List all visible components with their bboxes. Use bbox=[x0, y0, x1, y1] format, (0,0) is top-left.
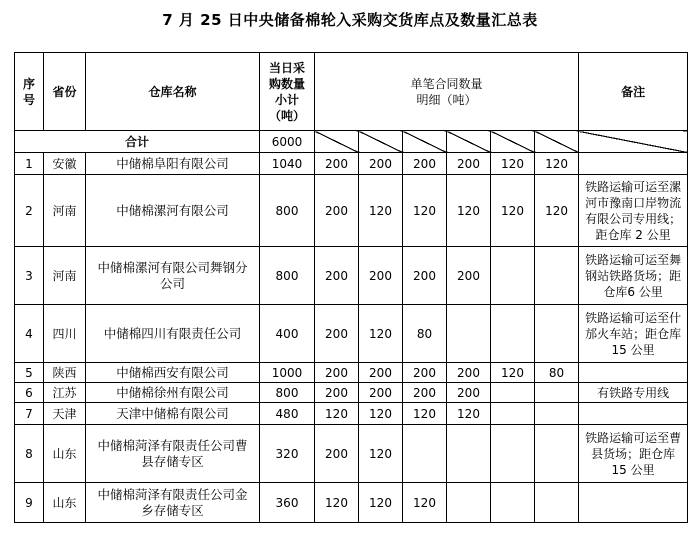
row-contract-2: 120 bbox=[359, 175, 403, 247]
row-warehouse: 天津中储棉有限公司 bbox=[86, 403, 260, 425]
header-contract-detail: 单笔合同数量明细（吨） bbox=[315, 53, 579, 131]
row-contract-3 bbox=[403, 425, 447, 483]
row-remark: 铁路运输可运至什邡火车站；距仓库 15 公里 bbox=[579, 305, 688, 363]
row-warehouse: 中储棉菏泽有限责任公司曹县存储专区 bbox=[86, 425, 260, 483]
row-total: 1000 bbox=[260, 363, 315, 383]
row-contract-3: 120 bbox=[403, 483, 447, 523]
row-total: 800 bbox=[260, 175, 315, 247]
row-remark: 铁路运输可运至曹县货场；距仓库 15 公里 bbox=[579, 425, 688, 483]
header-seq: 序号 bbox=[15, 53, 44, 131]
row-province: 河南 bbox=[44, 247, 86, 305]
row-contract-3: 200 bbox=[403, 153, 447, 175]
row-contract-1: 200 bbox=[315, 175, 359, 247]
row-contract-1: 200 bbox=[315, 363, 359, 383]
row-remark: 铁路运输可运至舞钢站铁路货场；距仓库6 公里 bbox=[579, 247, 688, 305]
table-row bbox=[15, 383, 688, 403]
diagonal-cell bbox=[447, 131, 491, 153]
diagonal-cell bbox=[403, 131, 447, 153]
row-contract-6: 120 bbox=[535, 153, 579, 175]
row-contract-2: 120 bbox=[359, 403, 403, 425]
row-province: 四川 bbox=[44, 305, 86, 363]
row-contract-2: 200 bbox=[359, 153, 403, 175]
row-contract-2: 200 bbox=[359, 247, 403, 305]
row-contract-5 bbox=[491, 247, 535, 305]
diagonal-cell bbox=[315, 131, 359, 153]
row-seq: 7 bbox=[15, 403, 44, 425]
total-value: 6000 bbox=[260, 131, 315, 153]
row-contract-3: 200 bbox=[403, 383, 447, 403]
diagonal-cell bbox=[579, 131, 688, 153]
row-contract-4 bbox=[447, 425, 491, 483]
row-contract-3: 120 bbox=[403, 175, 447, 247]
row-contract-2: 120 bbox=[359, 483, 403, 523]
header-daily-total: 当日采购数量小计（吨） bbox=[260, 53, 315, 131]
row-seq: 3 bbox=[15, 247, 44, 305]
table-row bbox=[15, 247, 688, 305]
row-contract-4: 120 bbox=[447, 175, 491, 247]
row-contract-1: 200 bbox=[315, 305, 359, 363]
table-row bbox=[15, 483, 688, 523]
header-row bbox=[15, 53, 688, 131]
total-row bbox=[15, 131, 688, 153]
row-contract-5: 120 bbox=[491, 153, 535, 175]
total-label: 合计 bbox=[15, 131, 260, 153]
row-province: 山东 bbox=[44, 425, 86, 483]
row-contract-6 bbox=[535, 483, 579, 523]
summary-table bbox=[14, 52, 688, 523]
table-row bbox=[15, 403, 688, 425]
row-contract-1: 120 bbox=[315, 483, 359, 523]
row-province: 江苏 bbox=[44, 383, 86, 403]
row-remark bbox=[579, 403, 688, 425]
row-contract-5 bbox=[491, 403, 535, 425]
row-contract-4: 200 bbox=[447, 383, 491, 403]
row-total: 400 bbox=[260, 305, 315, 363]
row-contract-3: 120 bbox=[403, 403, 447, 425]
row-contract-6 bbox=[535, 425, 579, 483]
diagonal-cell bbox=[491, 131, 535, 153]
row-contract-4: 200 bbox=[447, 153, 491, 175]
row-contract-4 bbox=[447, 305, 491, 363]
row-warehouse: 中储棉菏泽有限责任公司金乡存储专区 bbox=[86, 483, 260, 523]
row-contract-3: 200 bbox=[403, 247, 447, 305]
row-remark: 有铁路专用线 bbox=[579, 383, 688, 403]
row-total: 800 bbox=[260, 383, 315, 403]
diagonal-cell bbox=[535, 131, 579, 153]
row-contract-4: 120 bbox=[447, 403, 491, 425]
row-contract-6 bbox=[535, 403, 579, 425]
row-warehouse: 中储棉漯河有限公司舞钢分公司 bbox=[86, 247, 260, 305]
row-remark bbox=[579, 363, 688, 383]
row-contract-5 bbox=[491, 425, 535, 483]
table-row bbox=[15, 425, 688, 483]
row-contract-2: 200 bbox=[359, 383, 403, 403]
row-contract-1: 200 bbox=[315, 425, 359, 483]
row-province: 天津 bbox=[44, 403, 86, 425]
table-row bbox=[15, 305, 688, 363]
row-contract-5: 120 bbox=[491, 363, 535, 383]
row-contract-2: 200 bbox=[359, 363, 403, 383]
row-contract-4: 200 bbox=[447, 363, 491, 383]
row-total: 800 bbox=[260, 247, 315, 305]
row-seq: 6 bbox=[15, 383, 44, 403]
row-contract-1: 200 bbox=[315, 383, 359, 403]
row-warehouse: 中储棉西安有限公司 bbox=[86, 363, 260, 383]
row-remark bbox=[579, 483, 688, 523]
row-contract-6 bbox=[535, 247, 579, 305]
row-warehouse: 中储棉徐州有限公司 bbox=[86, 383, 260, 403]
row-province: 河南 bbox=[44, 175, 86, 247]
row-total: 480 bbox=[260, 403, 315, 425]
row-contract-5 bbox=[491, 483, 535, 523]
row-total: 1040 bbox=[260, 153, 315, 175]
row-seq: 2 bbox=[15, 175, 44, 247]
row-contract-5 bbox=[491, 383, 535, 403]
row-contract-2: 120 bbox=[359, 305, 403, 363]
header-warehouse: 仓库名称 bbox=[86, 53, 260, 131]
row-total: 360 bbox=[260, 483, 315, 523]
row-contract-6: 120 bbox=[535, 175, 579, 247]
table-row bbox=[15, 175, 688, 247]
row-seq: 1 bbox=[15, 153, 44, 175]
row-seq: 8 bbox=[15, 425, 44, 483]
diagonal-cell bbox=[359, 131, 403, 153]
row-contract-6: 80 bbox=[535, 363, 579, 383]
row-province: 山东 bbox=[44, 483, 86, 523]
row-total: 320 bbox=[260, 425, 315, 483]
table-row bbox=[15, 153, 688, 175]
row-province: 安徽 bbox=[44, 153, 86, 175]
row-seq: 9 bbox=[15, 483, 44, 523]
row-contract-6 bbox=[535, 383, 579, 403]
row-seq: 4 bbox=[15, 305, 44, 363]
row-contract-5: 120 bbox=[491, 175, 535, 247]
page-title: 7 月 25 日中央储备棉轮入采购交货库点及数量汇总表 bbox=[162, 11, 538, 29]
row-province: 陕西 bbox=[44, 363, 86, 383]
row-contract-3: 80 bbox=[403, 305, 447, 363]
row-warehouse: 中储棉漯河有限公司 bbox=[86, 175, 260, 247]
row-contract-3: 200 bbox=[403, 363, 447, 383]
row-warehouse: 中储棉阜阳有限公司 bbox=[86, 153, 260, 175]
row-seq: 5 bbox=[15, 363, 44, 383]
row-contract-5 bbox=[491, 305, 535, 363]
row-contract-6 bbox=[535, 305, 579, 363]
row-contract-1: 200 bbox=[315, 247, 359, 305]
row-contract-4: 200 bbox=[447, 247, 491, 305]
row-remark: 铁路运输可运至漯河市豫南口岸物流有限公司专用线；距仓库 2 公里 bbox=[579, 175, 688, 247]
row-contract-1: 120 bbox=[315, 403, 359, 425]
header-province: 省份 bbox=[44, 53, 86, 131]
row-remark bbox=[579, 153, 688, 175]
table-row bbox=[15, 363, 688, 383]
row-contract-2: 120 bbox=[359, 425, 403, 483]
row-contract-4 bbox=[447, 483, 491, 523]
row-warehouse: 中储棉四川有限责任公司 bbox=[86, 305, 260, 363]
row-contract-1: 200 bbox=[315, 153, 359, 175]
header-remark: 备注 bbox=[579, 53, 688, 131]
